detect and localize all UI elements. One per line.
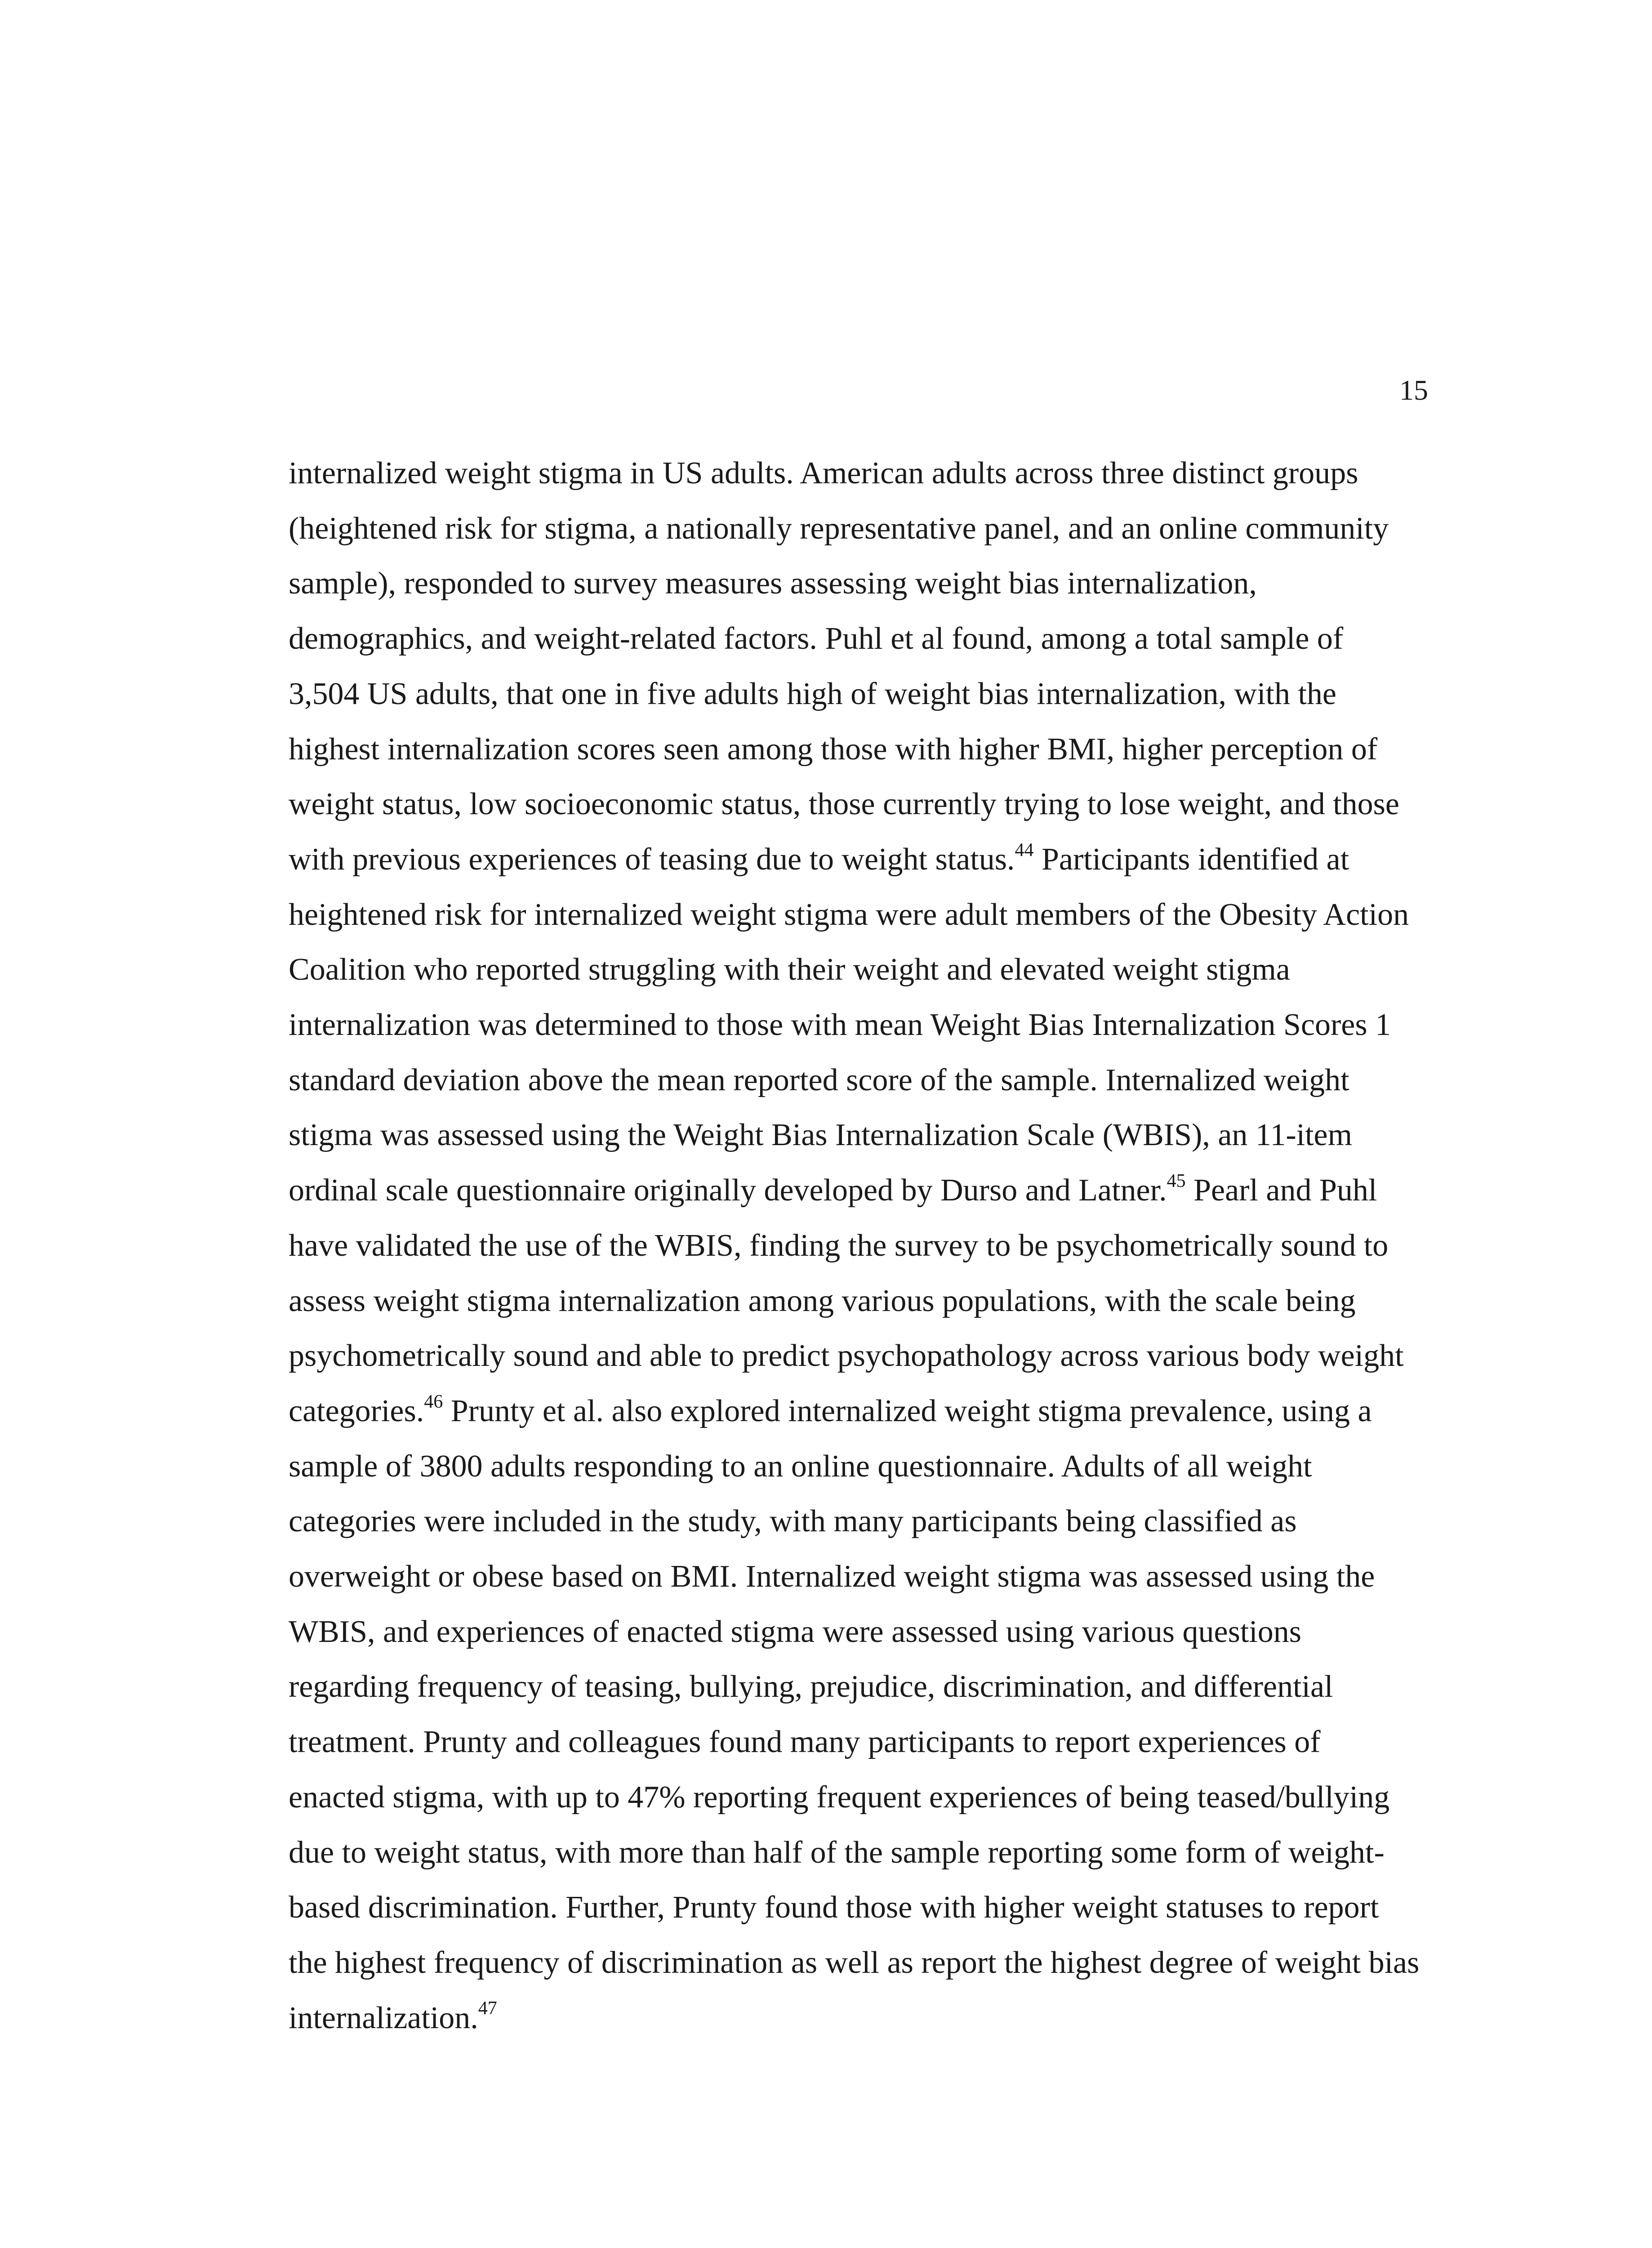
text-line: stigma was assessed using the Weight Bias Internalization Scale (WBIS), an 11-item bbox=[289, 1118, 1353, 1153]
text-line: standard deviation above the mean reported score of the sample. Internalized weight bbox=[289, 1062, 1349, 1097]
text-line: highest internalization scores seen among those with higher BMI, higher perception of bbox=[289, 731, 1378, 767]
citation-superscript: 46 bbox=[424, 1391, 443, 1412]
text-line: (heightened risk for stigma, a nationally representative panel, and an online community bbox=[289, 511, 1389, 546]
citation-superscript: 45 bbox=[1167, 1170, 1186, 1191]
citation-superscript: 44 bbox=[1015, 839, 1034, 861]
text-line: internalization.$^{47}$ bbox=[289, 1998, 497, 2035]
text-line: the highest frequency of discrimination as well as report the highest degree of weight bias bbox=[289, 1945, 1420, 1980]
text-line: weight status, low socioeconomic status, those currently trying to lose weight, and those bbox=[289, 787, 1399, 822]
text-line: due to weight status, with more than half of the sample reporting some form of weight- bbox=[289, 1835, 1385, 1870]
body-paragraph bbox=[289, 446, 1430, 2046]
text-line: heightened risk for internalized weight stigma were adult members of the Obesity Action bbox=[289, 897, 1409, 932]
text-line: treatment. Prunty and colleagues found many participants to report experiences of bbox=[289, 1725, 1321, 1760]
text-line: sample), responded to survey measures assessing weight bias internalization, bbox=[289, 566, 1257, 601]
text-line: assess weight stigma internalization among various populations, with the scale being bbox=[289, 1283, 1356, 1318]
text-line: Coalition who reported struggling with their weight and elevated weight stigma bbox=[289, 952, 1290, 987]
text-line: demographics, and weight-related factors. Puhl et al found, among a total sample of bbox=[289, 621, 1344, 656]
text-line: WBIS, and experiences of enacted stigma were assessed using various questions bbox=[289, 1614, 1301, 1649]
text-line: based discrimination. Further, Prunty found those with higher weight statuses to report bbox=[289, 1890, 1379, 1925]
text-line: have validated the use of the WBIS, finding the survey to be psychometrically sound to bbox=[289, 1228, 1389, 1263]
citation-superscript: 47 bbox=[478, 1998, 497, 2019]
text-line: regarding frequency of teasing, bullying, prejudice, discrimination, and differential bbox=[289, 1669, 1333, 1704]
page-number: 15 bbox=[1399, 374, 1428, 406]
text-line: overweight or obese based on BMI. Internalized weight stigma was assessed using the bbox=[289, 1559, 1375, 1594]
text-line: sample of 3800 adults responding to an online questionnaire. Adults of all weight bbox=[289, 1449, 1312, 1484]
text-line: categories.$^{46}$ Prunty et al. also explored internalized weight stigma prevalence, using a bbox=[289, 1391, 1372, 1428]
text-line: with previous experiences of teasing due to weight status.$^{44}$ Participants identified at bbox=[289, 839, 1349, 877]
text-line: enacted stigma, with up to 47% reporting frequent experiences of being teased/bullying bbox=[289, 1780, 1390, 1815]
text-line: psychometrically sound and able to predict psychopathology across various body weight bbox=[289, 1338, 1404, 1374]
text-line: ordinal scale questionnaire originally developed by Durso and Latner.$^{45}$ Pearl and Puhl bbox=[289, 1170, 1377, 1208]
text-line: internalization was determined to those with mean Weight Bias Internalization Scores 1 bbox=[289, 1008, 1391, 1043]
text-line: 3,504 US adults, that one in five adults high of weight bias internalization, with the bbox=[289, 676, 1336, 711]
text-line: internalized weight stigma in US adults. American adults across three distinct groups bbox=[289, 456, 1358, 491]
text-line: categories were included in the study, with many participants being classified as bbox=[289, 1504, 1297, 1539]
